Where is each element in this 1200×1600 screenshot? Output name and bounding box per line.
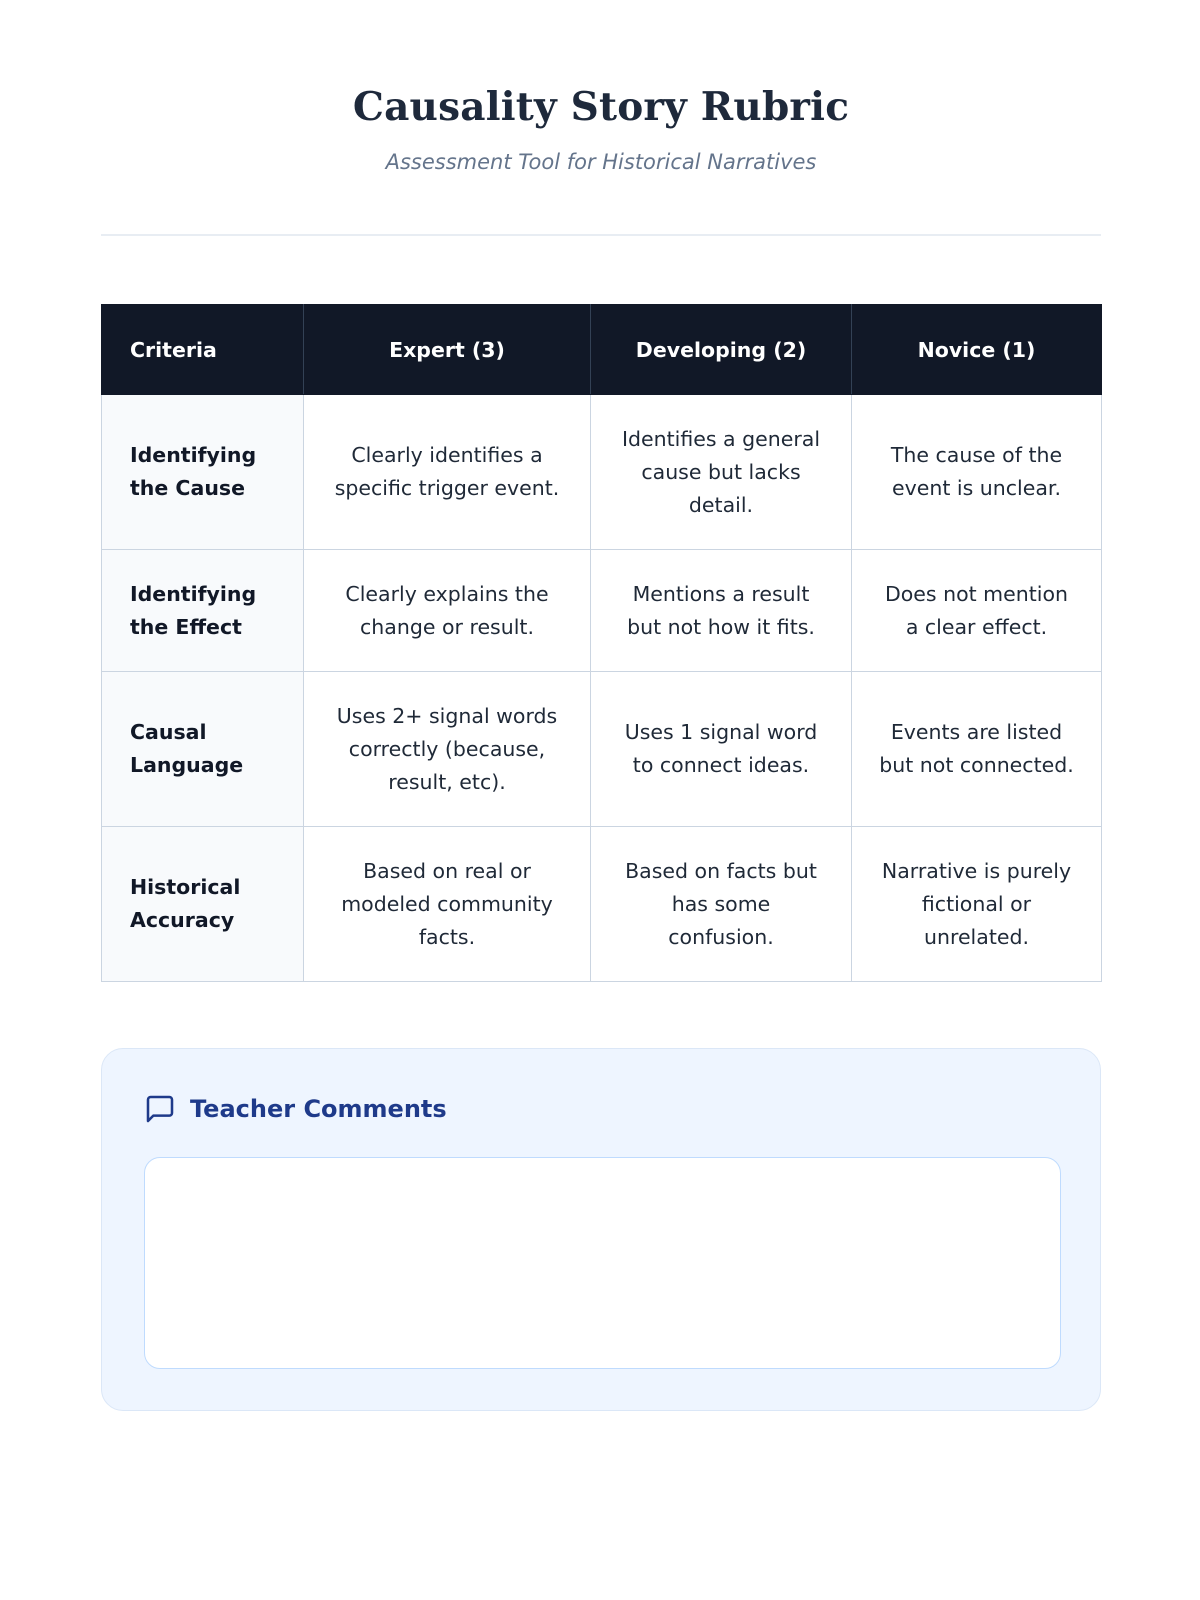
- criteria-cell: Identifying the Cause: [102, 395, 304, 550]
- developing-cell: Uses 1 signal word to connect ideas.: [591, 672, 852, 827]
- rubric-header-row: [102, 305, 1102, 395]
- expert-cell: Uses 2+ signal words correctly (because, result, etc).: [304, 672, 591, 827]
- criteria-cell: Identifying the Effect: [102, 550, 304, 672]
- message-square-icon: [144, 1093, 176, 1125]
- teacher-comments-input[interactable]: [144, 1157, 1061, 1369]
- rubric-row-cause: [102, 395, 1102, 550]
- column-header-expert: Expert (3): [304, 305, 591, 395]
- page-header: [101, 0, 1101, 174]
- page-subtitle: Assessment Tool for Historical Narratives: [385, 150, 817, 174]
- developing-cell: Identifies a general cause but lacks detail.: [591, 395, 852, 550]
- novice-cell: Events are listed but not connected.: [852, 672, 1102, 827]
- rubric-table: [101, 304, 1102, 982]
- rubric-row-effect: [102, 550, 1102, 672]
- expert-cell: Based on real or modeled community facts.: [304, 827, 591, 982]
- rubric-row-accuracy: [102, 827, 1102, 982]
- column-header-developing: Developing (2): [591, 305, 852, 395]
- rubric-row-causal-language: [102, 672, 1102, 827]
- page-title: Causality Story Rubric: [352, 84, 850, 130]
- criteria-cell: Historical Accuracy: [102, 827, 304, 982]
- expert-cell: Clearly explains the change or result.: [304, 550, 591, 672]
- novice-cell: The cause of the event is unclear.: [852, 395, 1102, 550]
- rubric-page: [101, 0, 1101, 1123]
- teacher-comments-panel: [101, 1048, 1101, 1411]
- column-header-criteria: Criteria: [102, 305, 304, 395]
- developing-cell: Mentions a result but not how it fits.: [591, 550, 852, 672]
- developing-cell: Based on facts but has some confusion.: [591, 827, 852, 982]
- column-header-novice: Novice (1): [852, 305, 1102, 395]
- criteria-cell: Causal Language: [102, 672, 304, 827]
- header-divider: [101, 234, 1101, 236]
- teacher-comments-title: Teacher Comments: [190, 1095, 447, 1123]
- novice-cell: Does not mention a clear effect.: [852, 550, 1102, 672]
- novice-cell: Narrative is purely fictional or unrelated.: [852, 827, 1102, 982]
- teacher-comments-header: [144, 1093, 447, 1125]
- expert-cell: Clearly identifies a specific trigger event.: [304, 395, 591, 550]
